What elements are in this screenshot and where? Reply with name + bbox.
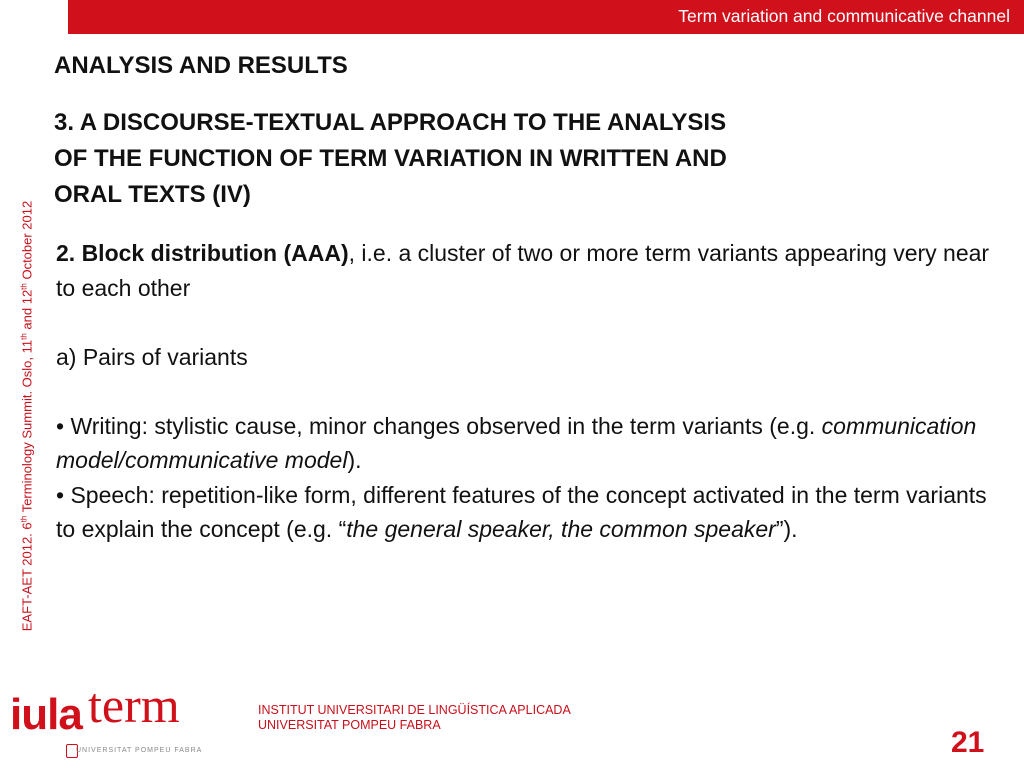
speech-text-end: ”). (775, 516, 798, 542)
subtitle-line: OF THE FUNCTION OF TERM VARIATION IN WRITTEN AND (54, 145, 727, 172)
speech-example: the general speaker, the common speaker (346, 516, 776, 542)
speech-text: • Speech: repetition-like form, different features of the concept activated in the term variants to explain the concept (e.g. “ (56, 481, 987, 542)
side-text-part: Terminology Summit. Oslo, 11 (19, 339, 35, 516)
block-distribution-term: 2. Block distribution (AAA) (56, 240, 349, 266)
block-distribution-definition: , i.e. a cluster of two or more term variants appearing very near to each other (56, 240, 990, 301)
slide-subtitle (54, 105, 954, 213)
slide-body (56, 236, 1006, 547)
side-text-part: and 12 (19, 289, 35, 334)
spacer (56, 374, 1006, 409)
logo-iula-text: iula (10, 690, 82, 739)
side-text-sup: th (19, 515, 29, 523)
subtitle-line: ORAL TEXTS (IV) (54, 181, 251, 208)
block-distribution-paragraph (56, 236, 1006, 305)
writing-example: communication model/communicative model (56, 412, 977, 473)
institute-line: INSTITUT UNIVERSITARI DE LINGÜÍSTICA APLICADA (258, 703, 571, 717)
side-text-part: EAFT-AET 2012. 6 (19, 522, 35, 632)
subtitle-line: 3. A DISCOURSE-TEXTUAL APPROACH TO THE ANALYSIS (54, 109, 727, 136)
header-title: Term variation and communicative channel (678, 6, 1010, 26)
writing-text-end: ). (347, 447, 362, 473)
logo-term-text: term (88, 677, 180, 733)
writing-bullet (56, 409, 1006, 478)
pairs-heading: a) Pairs of variants (56, 343, 248, 370)
institute-label (258, 703, 571, 733)
header-bar (68, 0, 1024, 34)
conference-side-label (19, 201, 34, 631)
speech-bullet (56, 478, 1006, 547)
institute-line: UNIVERSITAT POMPEU FABRA (258, 718, 441, 732)
iulaterm-logo (8, 676, 223, 766)
logo-upf-text: UNIVERSITAT POMPEU FABRA (76, 747, 203, 754)
writing-text: • Writing: stylistic cause, minor changes observed in the term variants (e.g. (56, 412, 822, 439)
section-title: ANALYSIS AND RESULTS (54, 52, 348, 79)
side-text-sup: th (19, 283, 29, 290)
page-number: 21 (951, 726, 985, 759)
side-text-part: October 2012 (19, 200, 35, 284)
side-text-sup: th (19, 333, 29, 340)
spacer (56, 305, 1006, 340)
